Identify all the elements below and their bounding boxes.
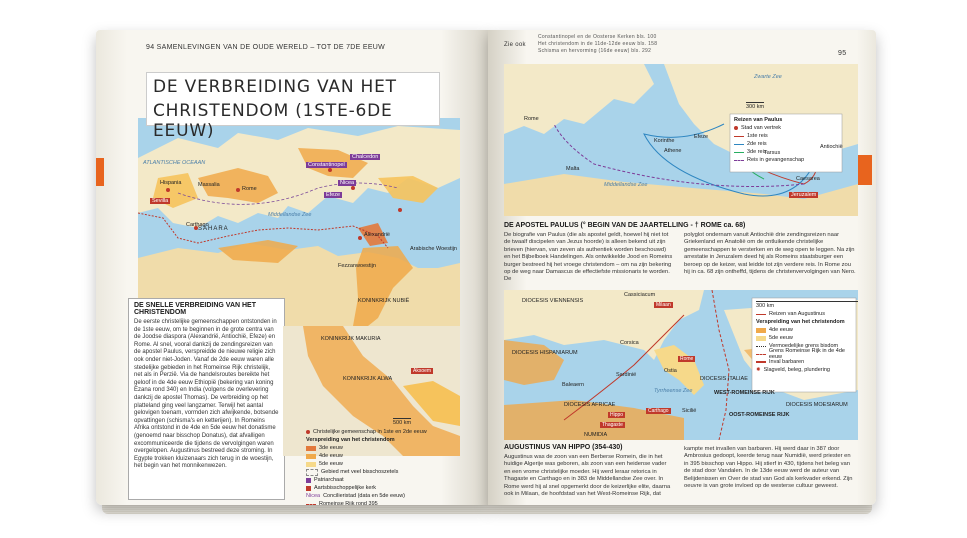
paulus-scale: 300 km — [746, 104, 765, 110]
chapter-title-line1: DE VERBREIDING VAN HET — [153, 77, 397, 97]
label-corsica: Corsica — [620, 340, 639, 346]
legend-item: Inval barbaren — [769, 359, 805, 365]
chapter-title-block — [146, 72, 440, 141]
legend-item: Verspreiding van het christendom — [756, 319, 845, 325]
chapter-title-line2: CHRISTENDOM (1STE-6DE EEUW) — [153, 101, 393, 141]
map-label-nubia: KONINKRIJK NUBIË — [358, 298, 410, 304]
label-malta: Malta — [566, 166, 580, 172]
label-sicilie: Sicilië — [682, 408, 697, 414]
label-tyrrhenian: Tyrrheense Zee — [654, 388, 693, 394]
label-athene: Athene — [664, 148, 682, 154]
legend-nicea: Nicea — [306, 493, 321, 499]
paulus-legend — [734, 116, 804, 164]
page-edges — [102, 504, 872, 514]
info-box-spread — [128, 298, 285, 500]
legend-item: 5de eeuw — [769, 335, 793, 341]
map-label-efeze: Efeze — [326, 192, 341, 198]
map-scale: 500 km — [393, 420, 412, 426]
legend-item: Reis in gevangenschap — [747, 157, 805, 163]
label-ostia: Ostia — [664, 368, 677, 374]
page-number: 95 — [838, 50, 847, 57]
label-med-sea-paulus: Middellandse Zee — [604, 182, 648, 188]
map-label-constantinople: Constantinopel — [308, 162, 345, 168]
see-also-label: Zie ook — [504, 42, 526, 48]
paulus-map — [504, 64, 858, 216]
running-head: 94 SAMENLEVINGEN VAN DE OUDE WERELD – TOT DE 7DE EEUW — [146, 44, 386, 51]
paulus-col2: polyglot ondernam vanuit Antiochië drie zendingsreizen naar Griekenland en Anatolië om de ontluikende christelijke gemeenschappen te versterken en de weg open te leggen. Na zijn arrestatie in Jeruzalem deed hij als Romeins staatsburger een beroep op de keizer, wat leidde tot zijn verdere reis. In Rome zou hij in ca. 68 zijn ontheffd, tijdens de christenvervolgingen van Nero. — [684, 232, 856, 276]
chapter-tab — [96, 158, 104, 186]
paulus-legend-title: Reizen van Paulus — [734, 117, 783, 123]
label-tarsus: Tarsus — [764, 150, 781, 156]
augustinus-title: AUGUSTINUS VAN HIPPO (354-430) — [504, 444, 623, 451]
legend-item: 5de eeuw — [319, 461, 343, 467]
legend-item: Christelijke gemeenschap in 1ste en 2de eeuw — [313, 429, 427, 435]
map-label-sevilla: Sevilla — [152, 198, 169, 204]
legend-item: Aartsbisschoppelijke kerk — [314, 485, 377, 491]
augustinus-col2: kampte met invallen van barbaren. Hij werd daar in 387 door Ambrosius gedoopt, keerde terug naar Numidië, werd priester en in 395 bisschop van Hippo. Hij stierf in 430, tijdens het beleg van de stad door Vandalen. In de 13de eeuw werd de auteur van Belijdenissen en Over de stad van God als kerkvader erkend. Zijn oeuvre is van grote invloed op de westerse cultuur geweest. — [684, 446, 853, 490]
legend-item: 4de eeuw — [769, 327, 793, 333]
label-makuria: KONINKRIJK MAKURIA — [321, 336, 381, 342]
label-moesiarum: DIOCESIS MOESIARUM — [786, 402, 848, 408]
star-icon: ✸ — [756, 367, 761, 373]
legend-scale: 300 km — [756, 303, 775, 309]
label-cassiciacum: Cassiciacum — [624, 292, 656, 298]
label-balearen: Baleaern — [562, 382, 585, 388]
label-aksoem: Aksoem — [413, 368, 432, 374]
map-label-fezzan: Fezzanwoestijn — [338, 263, 376, 269]
left-page — [96, 30, 488, 505]
right-page — [488, 30, 876, 505]
augustinus-legend — [756, 301, 858, 374]
label-efeze-paulus: Efeze — [694, 134, 709, 140]
label-thagaste: Thagaste — [602, 422, 623, 428]
label-hippo: Hippo — [610, 412, 624, 418]
map-label-mediterranean: Middellandse Zee — [268, 212, 312, 218]
legend-item: 1ste reis — [747, 133, 768, 139]
info-box-text: De eerste christelijke gemeenschappen ontstonden in de 1ste eeuw, om te beginnen in de grote centra van de Joodse diaspora (Alexandrië, Antiochië, Efeze) en Rome. Al snel, vooral dankzij de zendingsreizen van de apostel Paulus, verspreidde de nieuwe religie zich ook onder niet-Joden. Vanaf de 2de eeuw waren alle stedelijke gebieden in het Romeinse Rijk christelijk, net als in Perzië. Via de handelsroutes bereikte het geloof in de 4de eeuw Ethiopië (bekering van koning Ezana rond 340) en India (volgens de overlevering dankzij de apostel Thomas). De verbreiding op het platteland ging veel langzamer. Terwijl het aantal gelovigen toenam, vormden zich afwijkende, botsende opvattingen (schisma's en ketterijen). In Romeins Afrika ontstond in de 4de en 5de eeuw het donatisme (genoemd naar bisschop Donatus), dat afvalligen excommuniceerde die tijdens de vervolgingen waren overgelopen. Augustinus bestreed deze stroming. In Egypte trokken kluizenaars zich terug in de woestijn, het begin van het monnikenwezen. — [134, 319, 279, 470]
legend-item: 4de eeuw — [319, 453, 343, 459]
label-viennensis: DIOCESIS VIENNENSIS — [522, 298, 584, 304]
map-label-massalia: Massalia — [198, 182, 220, 188]
legend-item: Vermoedelijke grens bisdom — [769, 343, 839, 349]
map-label-rome: Rome — [242, 186, 257, 192]
label-antiochie: Antiochië — [820, 144, 843, 150]
chapter-tab-right — [858, 155, 872, 185]
map-label-hispania: Hispania — [160, 180, 182, 186]
legend-item: Verspreiding van het christendom — [306, 437, 395, 443]
map-label-atlantic: ATLANTISCHE OCEAAN — [143, 160, 206, 166]
legend-item: Gebied met veel bisschoszetels — [321, 469, 399, 475]
legend-item: Reizen van Augustinus — [769, 311, 825, 317]
label-hispaniarum: DIOCESIS HISPANIARUM — [512, 350, 578, 356]
label-milaan: Milaan — [656, 302, 671, 308]
spread-legend — [306, 428, 466, 505]
map-label-nicea: Nicea — [340, 180, 355, 186]
augustinus-col1: Augustinus was de zoon van een Berberse Romein, die in het huidige Algerije was geboren, als zoon van een heidense vader en een vrome christelijke moeder. Hij werd leraar retorica in Thagaste en Carthago en in 383 de Middellandse Zee over. In Rome werd hij al snel opgemerkt door de keizerlijke elite, daarna ook in Milaan, de hoofdstad van het West-Romeinse Rijk, dat — [504, 454, 671, 498]
label-rome-paulus: Rome — [524, 116, 539, 122]
see-also-list — [538, 34, 657, 55]
map-label-chalcedon: Chalcedon — [352, 154, 379, 160]
label-caesarea: Caesarea — [796, 176, 820, 182]
label-numidia: NUMIDIA — [584, 432, 608, 438]
map-label-sahara: SAHARA — [198, 226, 229, 232]
augustinus-map — [504, 290, 858, 440]
label-sardinie: Sardinië — [616, 372, 637, 378]
label-black-sea: Zwarte Zee — [754, 74, 782, 80]
legend-item: 3de reis — [747, 149, 767, 155]
label-italiae: DIOCESIS ITALIAE — [700, 376, 748, 382]
legend-item: Concilieristad (data en 5de eeuw) — [323, 493, 405, 499]
see-also-item: Schisma en hervorming (16de eeuw) bls. 292 — [538, 48, 652, 54]
legend-item: Slagveld, beleg, plundering — [763, 367, 830, 373]
label-africae: DIOCESIS AFRICAE — [564, 402, 616, 408]
see-also-item: Het christendom in de 11de-12de eeuw bls. 158 — [538, 41, 658, 47]
paulus-col1: De biografie van Paulus (die als apostel geldt, hoewel hij niet tot de twaalf discipelen van Jezus hoorde) is alleen bekend uit zijn brieven (hiervan, van zeven als authentiek worden beschouwd) en het Bijbelboek Handelingen. Als ontwikkelde Jood en Romeins burger bestreed hij het vroege christendom – om na zijn bekering op de weg naar Damascus de effectiefste missionaris te worden. De — [504, 232, 673, 283]
see-also-item: Constantinopel en de Oosterse Kerken bls. 100 — [538, 34, 657, 40]
label-korinthe: Korinthe — [654, 138, 675, 144]
label-east-rome: OOST-ROMEINSE RIJK — [729, 412, 790, 418]
spread-map — [138, 118, 460, 326]
label-jeruzalem: Jeruzalem — [791, 192, 817, 198]
map-label-alexandria: Alexandrië — [364, 232, 390, 238]
legend-item: Grens Romeinse Rijk in de 4de eeuw — [768, 348, 845, 360]
info-box-title: DE SNELLE VERBREIDING VAN HET CHRISTENDOM — [134, 302, 256, 316]
legend-item: Stad van vertrek — [741, 125, 782, 131]
legend-item: Patriarchaat — [314, 477, 344, 483]
label-rome-aug: Rome — [680, 356, 694, 362]
label-west-rome: WEST-ROMEINSE RIJK — [714, 390, 775, 396]
map-label-arabian: Arabische Woestijn — [410, 246, 457, 252]
legend-item: Romeinse Rijk rond 395 — [319, 501, 378, 505]
paulus-title: DE APOSTEL PAULUS (° BEGIN VAN DE JAARTELLING - † ROME ca. 68) — [504, 222, 746, 229]
legend-item: 2de reis — [747, 141, 767, 147]
label-alwa: KONINKRIJK ALWA — [343, 376, 393, 382]
open-book — [96, 30, 876, 520]
legend-item: 3de eeuw — [319, 445, 343, 451]
map-label-carthago: Carthago — [186, 222, 209, 228]
label-carthago-aug: Carthago — [648, 408, 669, 414]
